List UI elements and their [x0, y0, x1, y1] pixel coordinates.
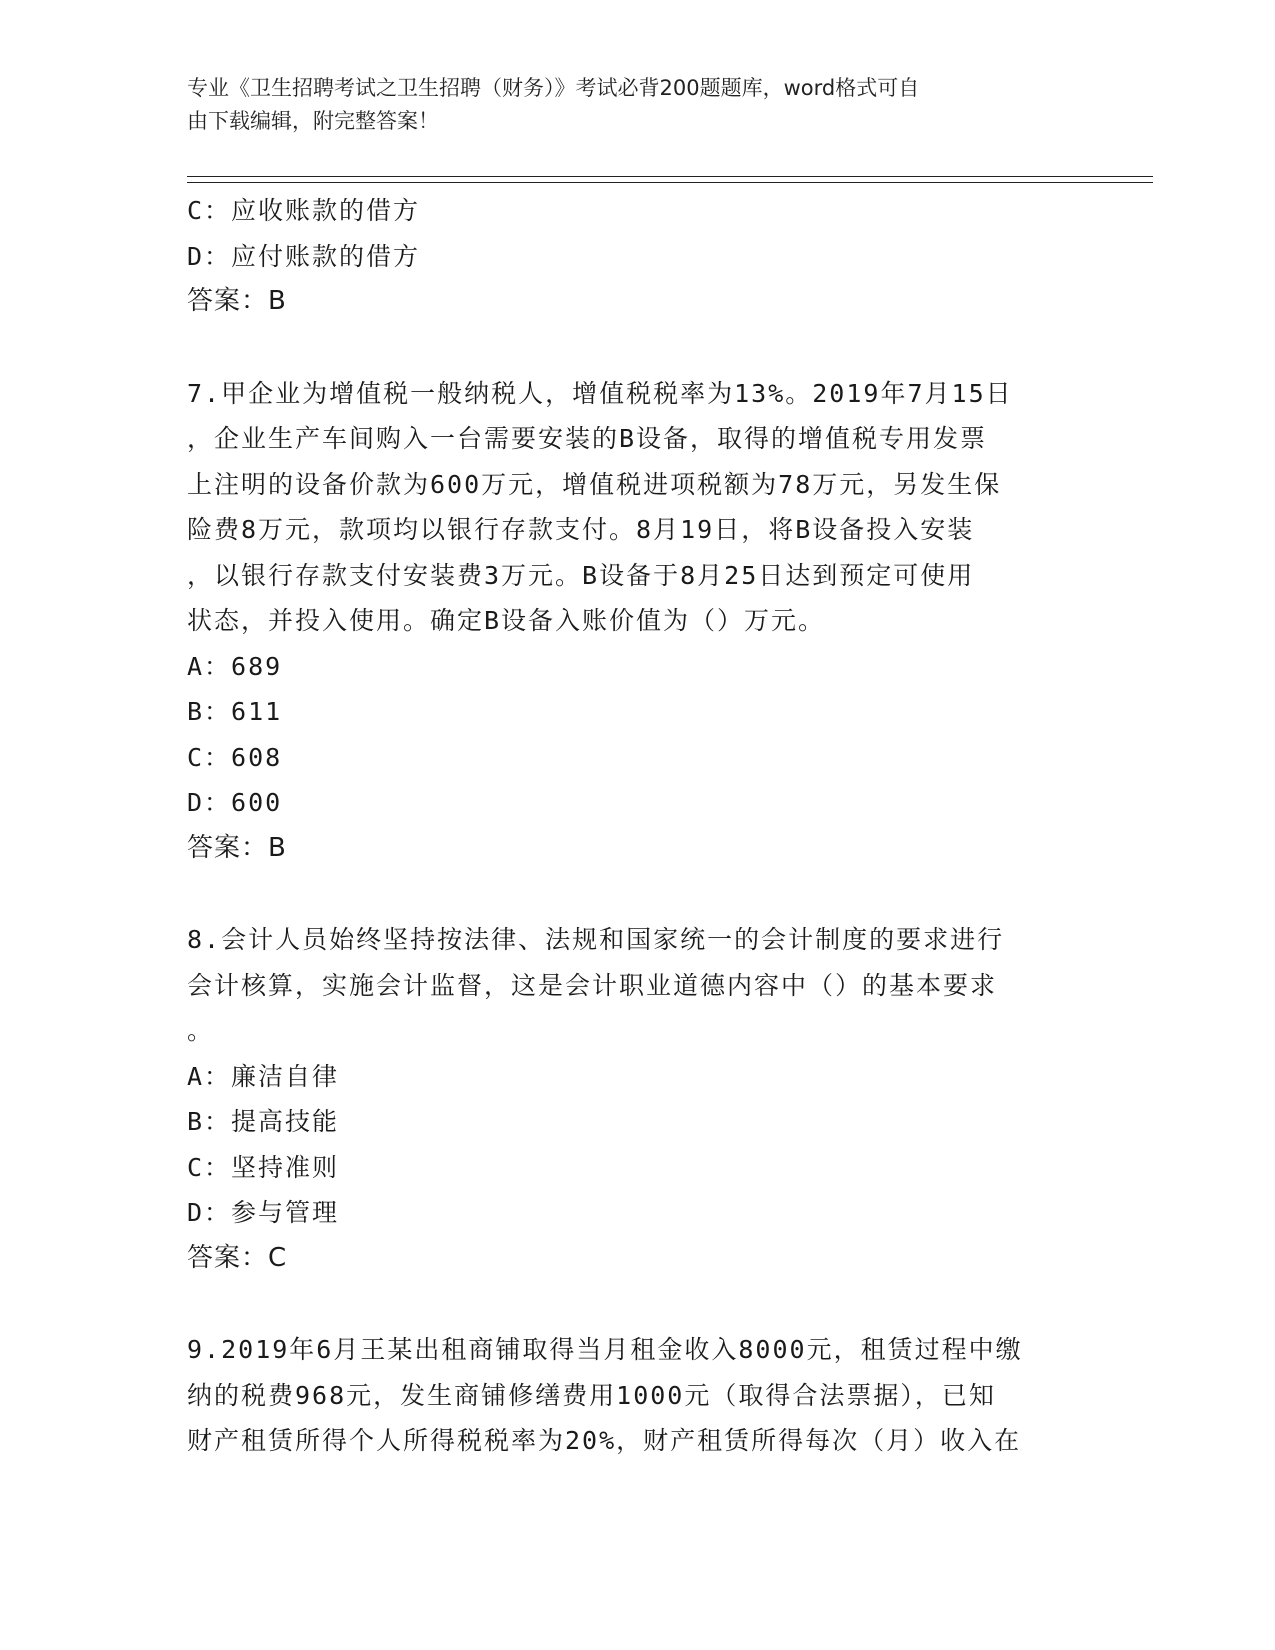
- question-9: [187, 1327, 1087, 1464]
- option-b: B：提高技能: [187, 1107, 340, 1136]
- document-body: [187, 188, 1087, 1464]
- option-c: C：坚持准则: [187, 1152, 340, 1182]
- stem-line: 9.2019年6月王某出租商铺取得当月租金收入8000元，租赁过程中缴: [187, 1335, 1023, 1364]
- option-d: D：应付账款的借方: [187, 241, 421, 271]
- question-7: [187, 371, 1087, 872]
- question-stem: [187, 371, 1087, 644]
- option-a: A：廉洁自律: [187, 1061, 340, 1091]
- header-divider-bottom: [187, 182, 1153, 183]
- option-c: C：应收账款的借方: [187, 196, 421, 225]
- header-divider-top: [187, 176, 1153, 177]
- question-stem: [187, 1327, 1087, 1464]
- question-6-remainder: [187, 188, 1087, 325]
- header-line-1: 专业《卫生招聘考试之卫生招聘（财务）》考试必背200题题库，word格式可自: [187, 76, 920, 100]
- stem-line: 状态，并投入使用。确定B设备入账价值为（）万元。: [187, 606, 826, 635]
- option-a: A：689: [187, 651, 283, 681]
- option-c: C：608: [187, 742, 283, 772]
- stem-line: ，以银行存款支付安装费3万元。B设备于8月25日达到预定可使用: [187, 560, 975, 590]
- answer: 答案：C: [187, 1242, 288, 1273]
- option-d: D：参与管理: [187, 1198, 340, 1227]
- document-header: [187, 72, 1067, 138]
- question-8: [187, 917, 1087, 1281]
- option-d: D：600: [187, 788, 283, 817]
- stem-line: 险费8万元，款项均以银行存款支付。8月19日，将B设备投入安装: [187, 515, 975, 544]
- stem-line: 会计核算，实施会计监督，这是会计职业道德内容中（）的基本要求: [187, 970, 998, 1000]
- option-b: B：611: [187, 697, 283, 726]
- answer: 答案：B: [187, 832, 287, 863]
- question-stem: [187, 917, 1087, 1054]
- answer: 答案：B: [187, 286, 287, 316]
- stem-line: 7.甲企业为增值税一般纳税人，增值税税率为13%。2019年7月15日: [187, 378, 1013, 408]
- header-line-2: 由下载编辑，附完整答案！: [187, 109, 439, 133]
- stem-line: 8.会计人员始终坚持按法律、法规和国家统一的会计制度的要求进行: [187, 925, 1005, 954]
- stem-line: 纳的税费968元，发生商铺修缮费用1000元（取得合法票据），已知: [187, 1380, 996, 1410]
- stem-line: 财产租赁所得个人所得税税率为20%，财产租赁所得每次（月）收入在: [187, 1426, 1022, 1455]
- stem-line: ，企业生产车间购入一台需要安装的B设备，取得的增值税专用发票: [187, 424, 988, 453]
- stem-line: 上注明的设备价款为600万元，增值税进项税额为78万元，另发生保: [187, 469, 1002, 499]
- stem-line: 。: [187, 1016, 215, 1045]
